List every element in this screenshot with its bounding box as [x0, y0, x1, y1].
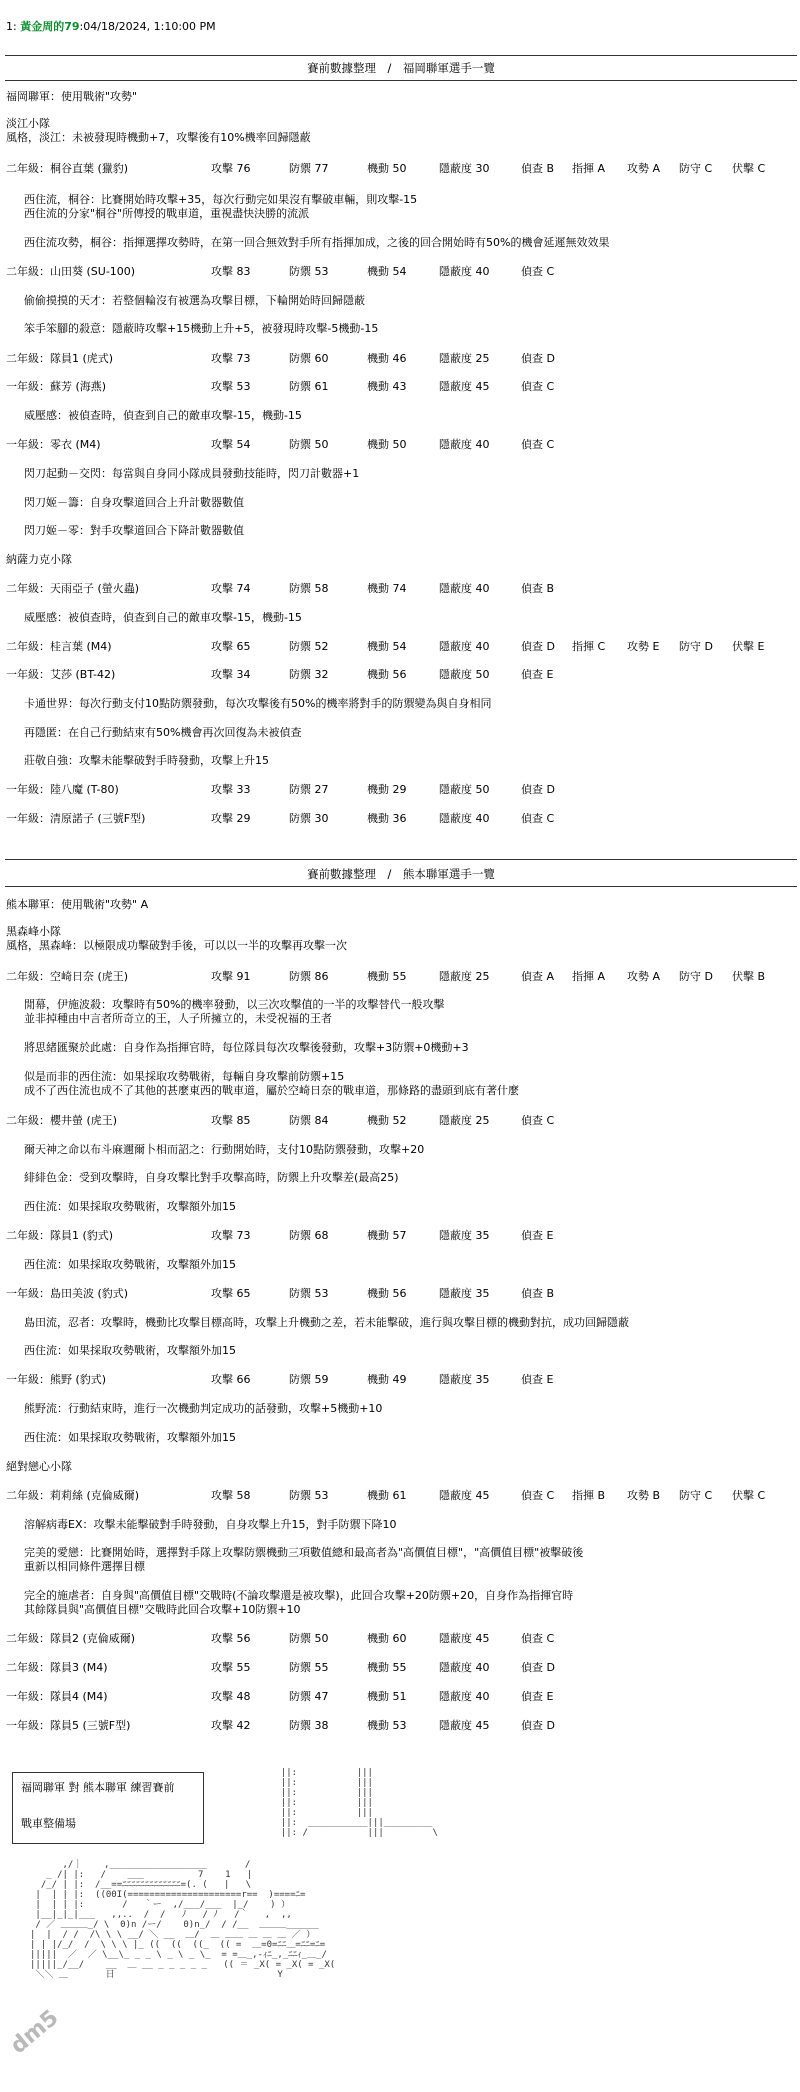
skill-note: 莊敬自強：攻擊未能擊破對手時發動，攻擊上升15 — [24, 754, 269, 767]
stat-stealth: 隱蔽度 40 — [439, 1690, 490, 1703]
player-name: 二年級：櫻井螢 (虎王) — [6, 1114, 118, 1127]
stat-recon: 偵查 C — [521, 1489, 555, 1502]
player-row — [6, 352, 796, 366]
stat-command: 指揮 A — [572, 162, 606, 175]
stat-attack: 攻擊 53 — [211, 380, 251, 393]
player-row — [6, 640, 796, 654]
stat-mobility: 機動 49 — [367, 1373, 407, 1386]
stat-recon: 偵查 D — [521, 1661, 555, 1674]
stat-defense: 防禦 30 — [289, 812, 329, 825]
stat-defend: 防守 C — [679, 1489, 713, 1502]
stat-recon: 偵查 C — [521, 812, 555, 825]
player-row — [6, 1632, 796, 1646]
stat-defense: 防禦 53 — [289, 1489, 329, 1502]
stat-recon: 偵查 C — [521, 438, 555, 451]
stat-mobility: 機動 54 — [367, 265, 407, 278]
stat-defense: 防禦 53 — [289, 1287, 329, 1300]
stat-command: 指揮 C — [572, 640, 606, 653]
skill-note: 威壓感：被偵查時，偵查到自己的敵車攻擊-15，機動-15 — [24, 409, 302, 422]
player-name: 一年級：零衣 (M4) — [6, 438, 101, 451]
stat-attack: 攻擊 65 — [211, 640, 251, 653]
player-row — [6, 812, 796, 826]
player-row — [6, 1373, 796, 1387]
player-name: 二年級：桂言葉 (M4) — [6, 640, 112, 653]
team-name: 絕對戀心小隊 — [6, 1460, 72, 1473]
stat-attack: 攻擊 83 — [211, 265, 251, 278]
player-row — [6, 1229, 796, 1243]
stat-defense: 防禦 50 — [289, 438, 329, 451]
stat-recon: 偵查 C — [521, 265, 555, 278]
ascii-art-tank-scene: ||: ||| ||: ||| ||: ||| ||: ||| ||: ||| ||: ___________|||_________ ||: / ||| \ — [280, 1768, 438, 1838]
stat-attack: 攻擊 65 — [211, 1287, 251, 1300]
stat-mobility: 機動 60 — [367, 1632, 407, 1645]
team-style: 風格，淡江：未被發現時機動+7，攻擊後有10%機率回歸隱蔽 — [6, 131, 311, 144]
stat-defense: 防禦 61 — [289, 380, 329, 393]
scene-caption: 福岡聯軍 對 熊本聯軍 練習賽前 — [21, 1781, 175, 1794]
stat-defend: 防守 C — [679, 162, 713, 175]
stat-recon: 偵查 B — [521, 582, 555, 595]
stat-defense: 防禦 77 — [289, 162, 329, 175]
stat-recon: 偵查 C — [521, 1632, 555, 1645]
skill-note: 熊野流：行動結束時，進行一次機動判定成功的話發動，攻擊+5機動+10 — [24, 1402, 383, 1415]
section-title: 賽前數據整理 / 福岡聯軍選手一覽 — [307, 61, 495, 75]
stat-recon: 偵查 E — [521, 1373, 554, 1386]
stat-mobility: 機動 46 — [367, 352, 407, 365]
stat-offense: 攻勢 B — [627, 1489, 661, 1502]
skill-note: 西住流，桐谷：比賽開始時攻擊+35，每次行動完如果沒有擊破車輛，則攻擊-15 — [24, 193, 418, 206]
stat-stealth: 隱蔽度 35 — [439, 1373, 490, 1386]
stat-stealth: 隱蔽度 40 — [439, 1661, 490, 1674]
skill-note: 閃刀姬－籌：自身攻擊道回合上升計數器數值 — [24, 496, 244, 509]
stat-mobility: 機動 56 — [367, 668, 407, 681]
player-row — [6, 1661, 796, 1675]
skill-note: 西住流的分家"桐谷"所傳授的戰車道，重視盡快決勝的流派 — [24, 207, 310, 220]
stat-stealth: 隱蔽度 45 — [439, 380, 490, 393]
player-row — [6, 1114, 796, 1128]
stat-defense: 防禦 47 — [289, 1690, 329, 1703]
stat-defense: 防禦 53 — [289, 265, 329, 278]
stat-stealth: 隱蔽度 40 — [439, 582, 490, 595]
skill-note: 成不了西住流也成不了其他的甚麼東西的戰車道，屬於空崎日奈的戰車道，那條路的盡頭到底有著什麼 — [24, 1084, 519, 1097]
stat-attack: 攻擊 56 — [211, 1632, 251, 1645]
scene-location: 戰車整備場 — [21, 1817, 76, 1830]
player-row — [6, 1690, 796, 1704]
player-name: 二年級：空崎日奈 (虎王) — [6, 970, 129, 983]
divider — [5, 55, 797, 56]
stat-mobility: 機動 29 — [367, 783, 407, 796]
player-name: 二年級：隊員3 (M4) — [6, 1661, 108, 1674]
player-row — [6, 1287, 796, 1301]
player-name: 一年級：熊野 (豹式) — [6, 1373, 107, 1386]
stat-ambush: 伏擊 B — [732, 970, 766, 983]
stat-stealth: 隱蔽度 45 — [439, 1489, 490, 1502]
stat-offense: 攻勢 E — [627, 640, 660, 653]
divider — [5, 80, 797, 81]
stat-recon: 偵查 C — [521, 380, 555, 393]
stat-mobility: 機動 50 — [367, 162, 407, 175]
skill-note: 將思緒匯聚於此處：自身作為指揮官時，每位隊員每次攻擊後發動，攻擊+3防禦+0機動+3 — [24, 1041, 469, 1054]
stat-mobility: 機動 52 — [367, 1114, 407, 1127]
skill-note: 西住流：如果採取攻勢戰術，攻擊額外加15 — [24, 1431, 236, 1444]
stat-mobility: 機動 55 — [367, 1661, 407, 1674]
stat-attack: 攻擊 29 — [211, 812, 251, 825]
stat-mobility: 機動 57 — [367, 1229, 407, 1242]
skill-note: 西住流：如果採取攻勢戰術，攻擊額外加15 — [24, 1258, 236, 1271]
skill-note: 島田流，忍者：攻擊時，機動比攻擊目標高時，攻擊上升機動之差，若未能擊破，進行與攻擊目標的機動對抗，成功回歸隱蔽 — [24, 1316, 629, 1329]
tactic-line: 福岡聯軍：使用戰術"攻勢" — [6, 90, 138, 103]
stat-stealth: 隱蔽度 45 — [439, 1719, 490, 1732]
skill-note: 並非掉種由中言者所奇立的王，人子所擁立的，未受祝福的王者 — [24, 1012, 332, 1025]
stat-stealth: 隱蔽度 40 — [439, 640, 490, 653]
stat-recon: 偵查 A — [521, 970, 555, 983]
stat-attack: 攻擊 48 — [211, 1690, 251, 1703]
stat-mobility: 機動 43 — [367, 380, 407, 393]
section-title: 賽前數據整理 / 熊本聯軍選手一覽 — [307, 867, 495, 881]
stat-mobility: 機動 55 — [367, 970, 407, 983]
player-name: 一年級：島田美波 (豹式) — [6, 1287, 129, 1300]
watermark-logo: dm5 — [6, 2005, 64, 2060]
stat-offense: 攻勢 A — [627, 162, 661, 175]
stat-stealth: 隱蔽度 30 — [439, 162, 490, 175]
stat-recon: 偵查 E — [521, 1229, 554, 1242]
stat-defense: 防禦 52 — [289, 640, 329, 653]
team-style: 風格，黑森峰：以極限成功擊破對手後，可以以一半的攻擊再攻擊一次 — [6, 939, 347, 952]
player-row — [6, 668, 796, 682]
skill-note: 笨手笨腳的殺意：隱蔽時攻擊+15機動上升+5，被發現時攻擊-5機動-15 — [24, 322, 379, 335]
stat-mobility: 機動 54 — [367, 640, 407, 653]
player-name: 二年級：桐谷直葉 (獵豹) — [6, 162, 129, 175]
player-name: 二年級：隊員1 (虎式) — [6, 352, 114, 365]
stat-attack: 攻擊 85 — [211, 1114, 251, 1127]
stat-recon: 偵查 B — [521, 162, 555, 175]
player-name: 二年級：天雨亞子 (螢火蟲) — [6, 582, 140, 595]
stat-ambush: 伏擊 E — [732, 640, 765, 653]
stat-stealth: 隱蔽度 25 — [439, 352, 490, 365]
post-header — [6, 20, 216, 33]
skill-note: 西住流攻勢，桐谷：指揮選擇攻勢時，在第一回合無效對手所有指揮加成，之後的回合開始時有50%的機會延遲無效效果 — [24, 236, 610, 249]
stat-mobility: 機動 56 — [367, 1287, 407, 1300]
stat-stealth: 隱蔽度 45 — [439, 1632, 490, 1645]
stat-attack: 攻擊 91 — [211, 970, 251, 983]
player-row — [6, 1719, 796, 1733]
team-name: 納薩力克小隊 — [6, 553, 72, 566]
player-row — [6, 162, 796, 176]
stat-offense: 攻勢 A — [627, 970, 661, 983]
stat-mobility: 機動 36 — [367, 812, 407, 825]
player-row — [6, 380, 796, 394]
post-number: 1: — [6, 20, 17, 33]
player-name: 二年級：隊員1 (豹式) — [6, 1229, 114, 1242]
team-name: 黑森峰小隊 — [6, 925, 61, 938]
stat-recon: 偵查 B — [521, 1287, 555, 1300]
team-name: 淡江小隊 — [6, 117, 50, 130]
stat-defense: 防禦 32 — [289, 668, 329, 681]
skill-note: 重新以相同條件選擇目標 — [24, 1560, 145, 1573]
player-name: 一年級：隊員5 (三號F型) — [6, 1719, 131, 1732]
player-name: 二年級：山田葵 (SU-100) — [6, 265, 136, 278]
player-name: 一年級：陸八魔 (T-80) — [6, 783, 119, 796]
player-name: 二年級：隊員2 (克倫威爾) — [6, 1632, 136, 1645]
stat-defense: 防禦 38 — [289, 1719, 329, 1732]
stat-mobility: 機動 61 — [367, 1489, 407, 1502]
stat-recon: 偵查 E — [521, 668, 554, 681]
stat-mobility: 機動 50 — [367, 438, 407, 451]
stat-defense: 防禦 60 — [289, 352, 329, 365]
stat-defense: 防禦 27 — [289, 783, 329, 796]
stat-stealth: 隱蔽度 40 — [439, 265, 490, 278]
stat-defend: 防守 D — [679, 640, 713, 653]
player-row — [6, 783, 796, 797]
skill-note: 完全的施虐者：自身與"高價值目標"交戰時(不論攻擊還是被攻擊)，此回合攻擊+20防禦+20，自身作為指揮官時 — [24, 1589, 574, 1602]
skill-note: 溶解病毒EX：攻擊未能擊破對手時發動，自身攻擊上升15，對手防禦下降10 — [24, 1518, 397, 1531]
stat-mobility: 機動 51 — [367, 1690, 407, 1703]
stat-ambush: 伏擊 C — [732, 162, 766, 175]
skill-note: 閃刀姬－零：對手攻擊道回合下降計數器數值 — [24, 524, 244, 537]
stat-attack: 攻擊 73 — [211, 1229, 251, 1242]
stat-defense: 防禦 84 — [289, 1114, 329, 1127]
stat-recon: 偵查 D — [521, 352, 555, 365]
stat-attack: 攻擊 73 — [211, 352, 251, 365]
stat-recon: 偵查 D — [521, 1719, 555, 1732]
skill-note: 閒幕，伊施波殺：攻擊時有50%的機率發動，以三次攻擊值的一半的攻擊替代一般攻擊 — [24, 998, 445, 1011]
stat-defense: 防禦 68 — [289, 1229, 329, 1242]
skill-note: 閃刀起動－交閃：每當與自身同小隊成員發動技能時，閃刀計數器+1 — [24, 467, 360, 480]
skill-note: 完美的愛戀：比賽開始時，選擇對手隊上攻擊防禦機動三項數值總和最高者為"高價值目標"，"高價值目標"被擊破後 — [24, 1546, 584, 1559]
stat-recon: 偵查 D — [521, 783, 555, 796]
stat-defend: 防守 D — [679, 970, 713, 983]
stat-stealth: 隱蔽度 35 — [439, 1287, 490, 1300]
stat-attack: 攻擊 34 — [211, 668, 251, 681]
stat-recon: 偵查 D — [521, 640, 555, 653]
skill-note: 威壓感：被偵查時，偵查到自己的敵車攻擊-15，機動-15 — [24, 611, 302, 624]
stat-ambush: 伏擊 C — [732, 1489, 766, 1502]
player-row — [6, 265, 796, 279]
stat-stealth: 隱蔽度 25 — [439, 1114, 490, 1127]
skill-note: 偷偷摸摸的天才：若整個輪沒有被選為攻擊目標，下輪開始時回歸隱蔽 — [24, 294, 365, 307]
stat-attack: 攻擊 76 — [211, 162, 251, 175]
player-row — [6, 438, 796, 452]
skill-note: 其餘隊員與"高價值目標"交戰時此回合攻擊+10防禦+10 — [24, 1603, 301, 1616]
skill-note: 卡通世界：每次行動支付10點防禦發動，每次攻擊後有50%的機率將對手的防禦變為與自身相同 — [24, 697, 492, 710]
stat-stealth: 隱蔽度 25 — [439, 970, 490, 983]
stat-defense: 防禦 50 — [289, 1632, 329, 1645]
tactic-line: 熊本聯軍：使用戰術"攻勢" A — [6, 898, 149, 911]
stat-attack: 攻擊 55 — [211, 1661, 251, 1674]
player-row — [6, 1489, 796, 1503]
stat-defense: 防禦 55 — [289, 1661, 329, 1674]
stat-stealth: 隱蔽度 35 — [439, 1229, 490, 1242]
player-row — [6, 970, 796, 984]
stat-stealth: 隱蔽度 40 — [439, 812, 490, 825]
stat-command: 指揮 A — [572, 970, 606, 983]
stat-attack: 攻擊 42 — [211, 1719, 251, 1732]
skill-note: 西住流：如果採取攻勢戰術，攻擊額外加15 — [24, 1200, 236, 1213]
post-datetime: :04/18/2024, 1:10:00 PM — [79, 20, 216, 33]
player-name: 二年級：莉莉絲 (克倫威爾) — [6, 1489, 140, 1502]
poster-name[interactable]: 黃金周的79 — [20, 20, 80, 33]
player-name: 一年級：艾莎 (BT-42) — [6, 668, 116, 681]
player-row — [6, 582, 796, 596]
stat-mobility: 機動 74 — [367, 582, 407, 595]
player-name: 一年級：清原諾子 (三號F型) — [6, 812, 146, 825]
stat-stealth: 隱蔽度 50 — [439, 668, 490, 681]
stat-defense: 防禦 86 — [289, 970, 329, 983]
scene-caption-box — [12, 1772, 204, 1844]
stat-stealth: 隱蔽度 40 — [439, 438, 490, 451]
stat-stealth: 隱蔽度 50 — [439, 783, 490, 796]
player-name: 一年級：蘇芳 (海燕) — [6, 380, 107, 393]
skill-note: 再隱匿：在自己行動結束有50%機會再次回復為未被偵查 — [24, 726, 302, 739]
stat-defense: 防禦 59 — [289, 1373, 329, 1386]
player-name: 一年級：隊員4 (M4) — [6, 1690, 108, 1703]
stat-attack: 攻擊 54 — [211, 438, 251, 451]
stat-attack: 攻擊 33 — [211, 783, 251, 796]
skill-note: 西住流：如果採取攻勢戰術，攻擊額外加15 — [24, 1344, 236, 1357]
divider — [5, 859, 797, 860]
stat-recon: 偵查 C — [521, 1114, 555, 1127]
stat-defense: 防禦 58 — [289, 582, 329, 595]
skill-note: 緋緋色金：受到攻擊時，自身攻擊比對手攻擊高時，防禦上升攻擊差(最高25) — [24, 1171, 399, 1184]
stat-recon: 偵查 E — [521, 1690, 554, 1703]
skill-note: 爾天神之命以布斗麻邇爾卜相而詔之：行動開始時，支付10點防禦發動，攻擊+20 — [24, 1143, 425, 1156]
stat-attack: 攻擊 74 — [211, 582, 251, 595]
stat-attack: 攻擊 66 — [211, 1373, 251, 1386]
stat-attack: 攻擊 58 — [211, 1489, 251, 1502]
stat-mobility: 機動 53 — [367, 1719, 407, 1732]
ascii-art-tank: ,/｜ ,__________________ / _ /| |: / ___ 7 1 | /_/ | |: /__==ﾆﾆﾆﾆﾆﾆﾆﾆﾆﾆﾆﾆﾆ=(. ( | \ | | | |: ((00I(=====================r== )====ﾆ= | | | |: / ｀ー ,/___/___ |_/ ) ） |__|_|_|___ ,,.. / / ﾉ / ﾉ /｀ , ,, / ／ ＿＿＿_/ \ 0)n /ー/ 0)n_/ / /__ ＿＿＿______ | | / / /\ \ \ __/ ＼ __ ＿/ ＿ ＿＿ ＿ ＿ ＿ ／ ） | | |/_/ / \ \ \ |_ (( (( ((_ (( = ＿=0=ﾆﾆ＿=ﾆﾆ=ﾆ= ||||| ／ ／ \__\_ _ _ \ _ \ _ \_ = =＿_,-ｨﾆ_,_ﾆﾆｨ_＿_/ |||||_/__/ __ ＿ __ _ _ _ _ _ (( ＝ _X( = _X( = _X( ＼＼ ＿ 日 Y — [30, 1860, 336, 1980]
stat-command: 指揮 B — [572, 1489, 606, 1502]
divider — [5, 886, 797, 887]
skill-note: 似是而非的西住流：如果採取攻勢戰術，每輛自身攻擊前防禦+15 — [24, 1070, 345, 1083]
